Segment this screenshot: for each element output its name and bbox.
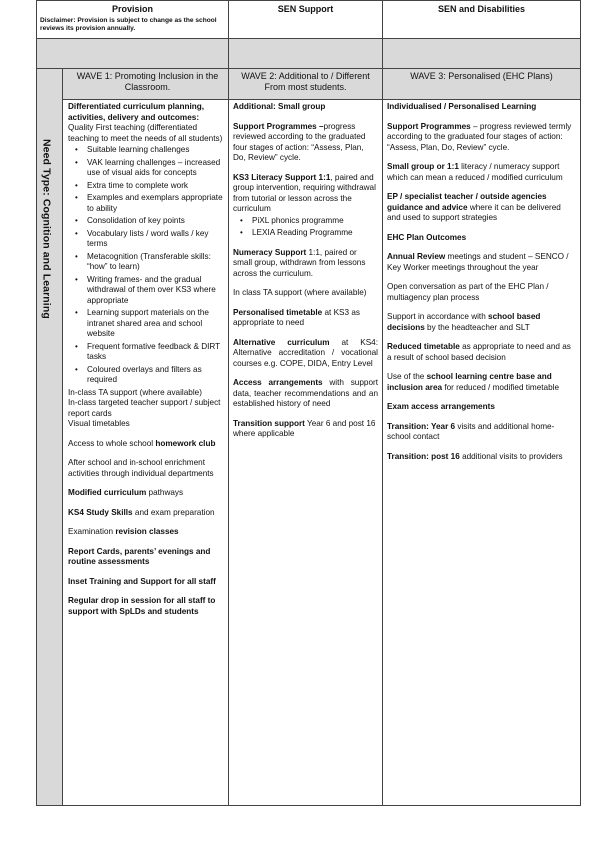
list-item: • Learning support materials on the intranet shared area and school website [68,308,224,340]
col2-alternative-curriculum: Alternative curriculum at KS4: Alternative accreditation / vocational courses e.g. COPE, DIDA, Entry Level [233,337,378,368]
wave2-bullet-list [233,216,378,239]
need-type-label: Need Type: Cognition and Learning [40,139,53,319]
sen-support-title: SEN Support [277,4,334,14]
col3-school-decisions: Support in accordance with school based decisions by the headteacher and SLT [387,312,541,332]
list-item: • Consolidation of key points [68,216,224,227]
list-item: • Extra time to complete work [68,181,224,192]
wave3-content [383,102,580,471]
provision-table [36,0,581,806]
side-divider [62,68,63,806]
col1-visual-timetables: Visual timetables [68,419,130,428]
list-item: • Writing frames- and the gradual withdrawal of them over KS3 where appropriate [68,275,224,307]
list-item: • Examples and exemplars appropriate to ability [68,193,224,214]
col2-numeracy: Numeracy Support 1:1, paired or small group, withdrawn from lessons across the curriculum. [233,247,366,278]
col1-teacher-support: In-class targeted teacher support / subject report cards [68,398,221,418]
col3-ehc-outcomes: EHC Plan Outcomes [387,232,467,242]
col3-individualised: Individualised / Personalised Learning [387,102,537,111]
grey-band [229,39,382,68]
col1-ks4: KS4 Study Skills and exam preparation [68,507,215,517]
wave1-cell: WAVE 1: Promoting Inclusion in the Classroom. [63,69,228,99]
disclaimer: Disclaimer: Provision is subject to change as the school reviews its provision annually. [40,16,217,32]
col3-annual-review: Annual Review meetings and student – SENCO / Key Worker meetings throughout the year [387,252,569,272]
wave1-bullet-list [68,145,224,386]
list-item: • Frequent formative feedback & DIRT tasks [68,342,224,363]
wave1-content [64,102,228,626]
col3-ep-guidance: EP / specialist teacher / outside agencies guidance and advice where it can be delivered and used to support strategies [387,192,561,222]
col1-heading: Differentiated curriculum planning, activities, delivery and outcomes: [68,102,205,122]
sen-disabilities-title: SEN and Disabilities [437,4,526,14]
row-divider [62,99,581,100]
list-item: • Vocabulary lists / word walls / key terms [68,229,224,250]
wave3-cell: WAVE 3: Personalised (EHC Plans) [383,69,580,99]
sen-support-header [229,1,382,38]
list-item: • Metacognition (Transferable skills: “how” to learn) [68,252,224,273]
col3-reduced-timetable: Reduced timetable as appropriate to need and as a result of school based decision [387,342,571,362]
col3-small-group: Small group or 1:1 literacy / numeracy support which can mean a reduced / modified curriculum [387,162,563,182]
col1-after-school: After school and in-school enrichment activities through individual departments [68,458,214,478]
col1-ta-support: In-class TA support (where available) [68,387,202,397]
col1-dropin: Regular drop in session for all staff to support with SpLDs and students [68,596,216,616]
col1-inset: Inset Training and Support for all staff [68,576,216,586]
col3-transition-post16: Transition: post 16 additional visits to providers [387,451,563,461]
list-item: • PiXL phonics programme [233,216,378,227]
col3-exam-access: Exam access arrangements [387,402,495,411]
grey-band [37,39,228,68]
sen-disabilities-header [383,1,580,38]
col1-report-cards: Report Cards, parents’ evenings and routine assessments [68,546,211,566]
col2-ks3-literacy: KS3 Literacy Support 1:1, paired and group intervention, requiring withdrawal from tutorial or lesson across the curriculum [233,172,376,213]
provision-title: Provision [111,4,153,14]
list-item: • LEXIA Reading Programme [233,228,378,239]
col2-support-programmes: Support Programmes –progress reviewed according to the graduated four stages of action: “Assess, Plan, Do, Review” cycle. [233,121,366,162]
wave2-content [229,102,382,449]
list-item: • Suitable learning challenges [68,145,224,156]
need-type-cell [37,69,62,805]
col2-in-class-ta: In class TA support (where available) [233,288,367,297]
col1-exam: Examination revision classes [68,527,179,536]
col3-transition-year6: Transition: Year 6 visits and additional home-school contact [387,421,555,441]
col1-qft: Quality First teaching (differentiated teaching to meet the needs of all students) [68,123,223,143]
wave2-cell: WAVE 2: Additional to / Different From most students. [229,69,382,99]
col3-support-programmes: Support Programmes – progress reviewed termly according to the graduated four stages of action: “Assess, Plan, Do, Review” cycle. [387,121,572,152]
col3-learning-centre: Use of the school learning centre base and inclusion area for reduced / modified timetable [387,372,560,392]
list-item: • Coloured overlays and filters as required [68,365,224,386]
col2-access-arrangements: Access arrangements with support data, teacher recommendations and an established history of need [233,378,379,408]
col3-open-conversation: Open conversation as part of the EHC Plan / multiagency plan process [387,282,549,302]
provision-header [37,1,228,38]
col1-modified: Modified curriculum pathways [68,488,184,497]
col2-additional: Additional: Small group [233,102,326,111]
col2-personalised-timetable: Personalised timetable at KS3 as appropriate to need [233,307,360,327]
grey-band [383,39,580,68]
list-item: • VAK learning challenges – increased use of visual aids for concepts [68,158,224,179]
col2-transition: Transition support Year 6 and post 16 where applicable [233,418,376,438]
col1-homework: Access to whole school homework club [68,438,216,448]
